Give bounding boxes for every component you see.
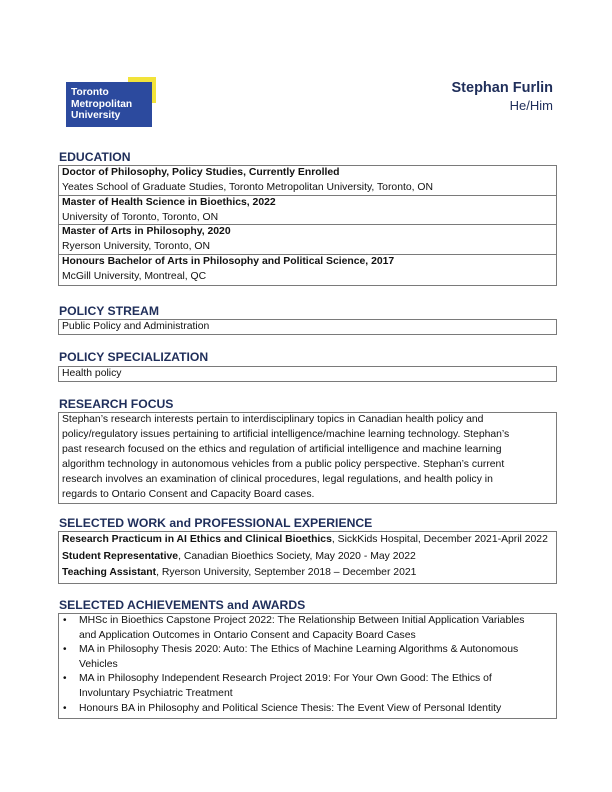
university-logo (66, 77, 158, 129)
policy-specialization-heading: POLICY SPECIALIZATION (59, 350, 209, 364)
education-entry (59, 255, 556, 285)
research-focus-line: algorithm technology in autonomous vehicles from a public policy perspective. Stephan’s current (62, 458, 505, 470)
bullet-icon: • (63, 702, 67, 714)
achievement-line: Honours BA in Philosophy and Political Science Thesis: The Event View of Personal Identity (79, 702, 502, 714)
achievement-item (59, 672, 556, 701)
policy-specialization-value: Health policy (62, 368, 122, 379)
degree: Master of Arts in Philosophy, 2020 (62, 226, 231, 238)
policy-specialization-box (58, 366, 557, 382)
logo-line: Toronto (71, 87, 109, 98)
achievement-line: Vehicles (79, 658, 118, 670)
achievement-item (59, 643, 556, 672)
achievements-list (59, 614, 556, 716)
logo-line: Metropolitan (71, 98, 133, 110)
work-role: Teaching Assistant (62, 567, 157, 579)
degree: Honours Bachelor of Arts in Philosophy and Political Science, 2017 (62, 256, 395, 268)
work-role: Research Practicum in AI Ethics and Clinical Bioethics (62, 534, 332, 545)
bullet-icon: • (63, 615, 67, 626)
achievements-box (58, 613, 557, 719)
logo-blue-block (66, 82, 152, 127)
bullet-icon: • (63, 644, 67, 656)
education-entry (59, 225, 556, 255)
logo-line: University (71, 110, 121, 121)
work-entry (59, 549, 556, 566)
work-experience-heading: SELECTED WORK and PROFESSIONAL EXPERIENCE (59, 516, 373, 530)
research-focus-line: research involves an examination of clinical procedures, legal regulations, and health policy in (62, 473, 493, 485)
achievement-line: MA in Philosophy Independent Research Project 2019: For Your Own Good: The Ethics of (79, 673, 492, 685)
achievement-line: and Application Outcomes in Ontario Consent and Capacity Board Cases (79, 629, 416, 641)
achievements-heading: SELECTED ACHIEVEMENTS and AWARDS (59, 598, 306, 612)
institution: McGill University, Montreal, QC (62, 270, 207, 282)
institution: Yeates School of Graduate Studies, Toronto Metropolitan University, Toronto, ON (62, 181, 433, 193)
education-entry (59, 166, 556, 196)
research-focus-box (58, 412, 557, 504)
research-focus-line: past research focused on the ethics and regulation of artificial intelligence and machine learning (62, 443, 502, 455)
achievement-line: Involuntary Psychiatric Treatment (79, 687, 233, 699)
degree: Master of Health Science in Bioethics, 2022 (62, 196, 276, 208)
achievement-line: MHSc in Bioethics Capstone Project 2022: The Relationship Between Initial Application Variables (79, 615, 525, 626)
research-focus-line: policy/regulatory issues pertaining to artificial intelligence/machine learning technology. Stephan’s (62, 428, 510, 440)
research-focus-line: regards to Ontario Consent and Capacity Board cases. (62, 488, 315, 500)
research-focus-text (59, 413, 556, 502)
research-focus-heading: RESEARCH FOCUS (59, 397, 174, 411)
policy-stream-heading: POLICY STREAM (59, 304, 159, 318)
achievement-item (59, 614, 556, 643)
work-role: Student Representative (62, 550, 179, 562)
pronouns: He/Him (509, 98, 553, 113)
institution: Ryerson University, Toronto, ON (62, 241, 211, 253)
education-table (58, 165, 557, 286)
bullet-icon: • (63, 673, 67, 685)
institution: University of Toronto, Toronto, ON (62, 211, 219, 223)
policy-stream-box (58, 319, 557, 335)
research-focus-line: Stephan’s research interests pertain to interdisciplinary topics in Canadian health policy and (62, 414, 484, 425)
policy-stream-value: Public Policy and Administration (62, 321, 210, 332)
education-heading: EDUCATION (59, 150, 131, 164)
work-experience-box (58, 531, 557, 584)
work-entry (59, 565, 556, 582)
work-detail: , Ryerson University, September 2018 – December 2021 (156, 567, 417, 579)
achievement-item (59, 702, 556, 717)
work-entry (59, 532, 556, 549)
education-entry (59, 196, 556, 226)
work-detail: , SickKids Hospital, December 2021-April 2022 (331, 534, 548, 545)
work-detail: , Canadian Bioethics Society, May 2020 - May 2022 (178, 550, 416, 562)
degree: Doctor of Philosophy, Policy Studies, Currently Enrolled (62, 167, 340, 178)
achievement-line: MA in Philosophy Thesis 2020: Auto: The Ethics of Machine Learning Algorithms & Autonomous (79, 644, 519, 656)
person-name: Stephan Furlin (451, 80, 553, 96)
